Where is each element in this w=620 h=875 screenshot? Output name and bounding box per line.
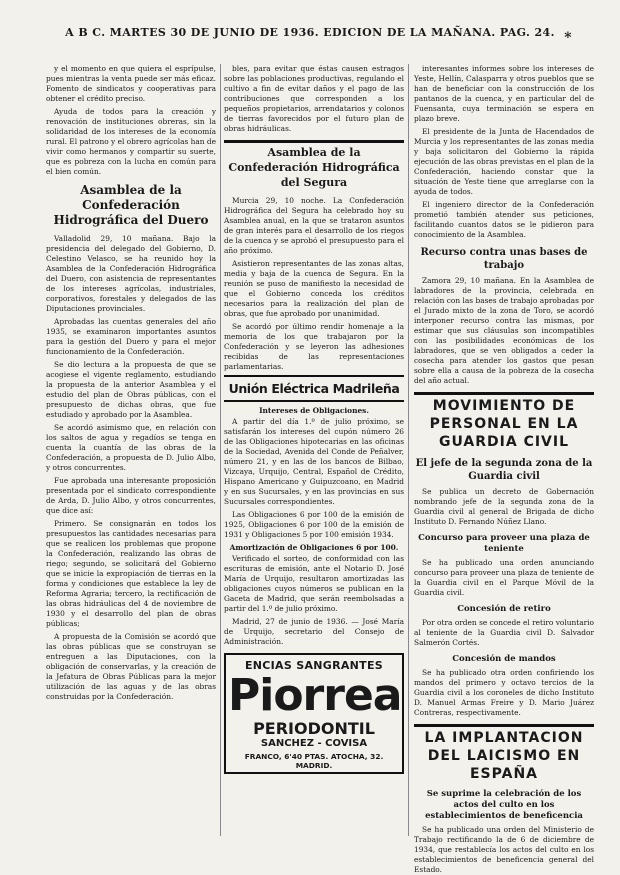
paragraph: Primero. Se consignarán en todos los presupuestos las cantidades necesarias para que se realicen los problemas que propone la Confederación, realizando las obras de riego; segundo, se solicitará del Gobierno que se inicie la expropiación de tierras en la forma y condiciones que establece la ley de Reforma Agraria; tercero, la rectificación de las obras hidráulicas del 4 de noviembre de 1930 y el desarrollo del plan de obras públicas;	[46, 519, 216, 628]
column-2	[224, 64, 404, 836]
header-star: *	[564, 30, 572, 46]
paragraph: Verificado el sorteo, de conformidad con las escrituras de emisión, ante el Notario D. José María de Urquijo, resultaron amortizadas las obligaciones cuyos números se publican en la Gaceta de Madrid, que serán reembolsadas a partir del 1.º de julio próximo.	[224, 554, 404, 613]
headline-duero: Asamblea de la Confederación Hidrográfica del Duero	[53, 183, 209, 227]
paragraph: Las Obligaciones 6 por 100 de la emisión de 1925, Obligaciones 6 por 100 de la emisión de 1931 y Obligaciones 5 por 100 emisión 1934.	[224, 510, 404, 539]
ad-amortization-heading: Amortización de Obligaciones 6 por 100.	[229, 543, 399, 552]
ad-piorrea-tagline: ENCIAS SANGRANTES	[244, 659, 384, 672]
paragraph: Valladolid 29, 10 mañana. Bajo la presidencia del delegado del Gobierno, D. Celestino Velasco, se ha reunido hoy la Asamblea de la Confederación Hidrográfica del Duero, con asistencia de representantes de los intereses agrícolas, industriales, corporativos, forestales y delegados de las Diputaciones provinciales.	[46, 234, 216, 313]
paragraph: interesantes informes sobre los intereses de Yeste, Hellín, Calasparra y otros pueblos que se han de beneficiar con la construcción de los pantanos de la cuenca, y en particular del de Fuensanta, cuya terminación se espera en plazo breve.	[414, 64, 594, 123]
paragraph: Se ha publicado una orden anunciando concurso para proveer una plaza de teniente de la Guardia civil en el Parque Móvil de la Guardia civil.	[414, 558, 594, 597]
paragraph: Se acordó por último rendir homenaje a la memoria de los que trabajaron por la Confederación y se leyeron las adhesiones recibidas de las representaciones parlamentarias.	[224, 322, 404, 371]
paragraph: y el momento en que quiera el esprípulse, pues mientras la venta puede ser más eficaz. Fomento de sindicatos y cooperativas para obtener el crédito preciso.	[46, 64, 216, 103]
paragraph: A propuesta de la Comisión se acordó que las obras públicas que se construyan se entreguen a las Diputaciones, con la obligación de conservarlas, y la creación de la Jefatura de Obras Públicas para la mejor utilización de las aguas y de las obras construidas por la Confederación.	[46, 632, 216, 701]
paragraph: Ayuda de todos para la creación y renovación de instituciones obreras, sin la solidaridad de los intereses de la economía rural. El patrono y el obrero agrícolas han de vivir como hermanos y compartir su suerte, que es pobreza con la lucha en común para el bien común.	[46, 107, 216, 176]
subhead-mandos: Concesión de mandos	[452, 654, 556, 664]
header-text: A B C. MARTES 30 DE JUNIO DE 1936. EDICION DE LA MAÑANA. PAG. 24.	[65, 26, 555, 39]
column-1	[46, 64, 216, 836]
ad-piorrea-maker: SANCHEZ - COVISA	[260, 738, 368, 749]
ad-union-electrica-title: Unión Eléctrica Madrileña	[224, 375, 404, 402]
column-rule-1	[220, 64, 221, 836]
ad-piorrea-brand: Piorrea	[228, 670, 402, 721]
paragraph: A partir del día 1.º de julio próximo, se satisfarán los intereses del cupón número 26 de las Obligaciones hipotecarias en las oficinas de la Sociedad, Avenida del Conde de Peñalver, número 21, y en las de los bancos de Bilbao, Vizcaya, Urquijo, Central, Español de Crédito, Hispano Americano y Guipuzcoano, en Madrid y en sus Sucursales, y en las provincias en sus Sucursales correspondientes.	[224, 417, 404, 506]
ad-piorrea-price: FRANCO, 6'40 PTAS. ATOCHA, 32. MADRID.	[244, 752, 384, 770]
paragraph: Zamora 29, 10 mañana. En la Asamblea de labradores de la provincia, celebrada en relación con las bases de trabajo aprobadas por el Jurado mixto de la zona de Toro, se acordó interponer recurso contra las mismas, por estimar que sus cláusulas son incompatibles con las posibilidades económicas de los labradores, que se ven obligados a ceder la cosecha para atender los gastos que pesan sobre ella a causa de la pobreza de la cosecha del año actual.	[414, 276, 594, 385]
subhead-concurso: Concurso para proveer una plaza de teniente	[418, 533, 590, 554]
paragraph: Por otra orden se concede el retiro voluntario al teniente de la Guardia civil D. Salvador Salmerón Cortés.	[414, 618, 594, 647]
paragraph: Se ha publicado otra orden confiriendo los mandos del primero y octavo tercios de la Guardia civil a los coroneles de dicho Instituto D. Manuel Armas Freire y D. Mario Juárez Contreras, respectivamente.	[414, 668, 594, 717]
subhead-jefe-zona: El jefe de la segunda zona de la Guardia civil	[415, 458, 593, 482]
page-header	[0, 20, 620, 44]
paragraph: El presidente de la Junta de Hacendados de Murcia y los representantes de las zonas media y baja solicitaron del Gobierno la rápida ejecución de las obras previstas en el plan de la Confederación, haciendo constar que la situación de Yeste tiene que arreglarse con la ayuda de todos.	[414, 127, 594, 196]
paragraph: Fue aprobada una interesante proposición presentada por el sindicato correspondiente de Arda, D. Julio Albo, y otros concurrentes, que dice así:	[46, 476, 216, 515]
paragraph: Se acordó asimismo que, en relación con los saltos de agua y regadíos se tenga en cuenta la cuantía de las obras de la Confederación, a propuesta de D. Julio Albo, y otros concurrentes.	[46, 423, 216, 472]
headline-recurso: Recurso contra unas bases de trabajo	[420, 247, 588, 271]
paragraph: Se publica un decreto de Gobernación nombrando jefe de la segunda zona de la Guardia civil al general de Brigada de dicho Instituto D. Fernando Núñez Llano.	[414, 487, 594, 526]
headline-guardia-civil: MOVIMIENTO DE PERSONAL EN LA GUARDIA CIVIL	[414, 392, 594, 451]
headline-segura: Asamblea de la Confederación Hidrográfica del Segura	[224, 140, 404, 190]
ad-piorrea	[224, 653, 404, 774]
paragraph: Se ha publicado una orden del Ministerio de Trabajo rectificando la de 6 de diciembre de 1934, que restablecía los actos del culto en los establecimientos de beneficencia general del Estado.	[414, 825, 594, 874]
paragraph: Se dio lectura a la propuesta de que se acogiese el vigente reglamento, estudiando la propuesta de la anterior Asamblea y el estudio del plan de Obras públicas, con el presupuesto de dichas obras, que fue estudiado y aprobado por la Asamblea.	[46, 360, 216, 419]
paragraph: Asistieron representantes de las zonas altas, media y baja de la cuenca de Segura. En la reunión se puso de manifiesto la necesidad de que el Gobierno conceda los créditos necesarios para la realización del plan de obras, que fue aprobado por unanimidad.	[224, 259, 404, 318]
subhead-beneficencia: Se suprime la celebración de los actos del culto en los establecimientos de beneficencia	[425, 789, 583, 821]
paragraph: Madrid, 27 de junio de 1936. — José María de Urquijo, secretario del Consejo de Administración.	[224, 617, 404, 646]
ad-piorrea-product: PERIODONTIL	[253, 719, 375, 738]
paragraph: El ingeniero director de la Confederación prometió también atender sus peticiones, facilitando cuantos datos se le pidieron para conocimiento de la Asamblea.	[414, 200, 594, 239]
headline-laicismo: LA IMPLANTACION DEL LAICISMO EN ESPAÑA	[414, 724, 594, 783]
ad-union-electrica-subtitle: Intereses de Obligaciones.	[259, 406, 369, 415]
subhead-retiro: Concesión de retiro	[457, 604, 551, 614]
paragraph: bles, para evitar que éstas causen estragos sobre las poblaciones productivas, regulando el cultivo a fin de evitar daños y el pago de las contribuciones que corresponden a los pequeños propietarios, arrendatarios y colonos de tierras favorecidos por el futuro plan de obras hidráulicas.	[224, 64, 404, 133]
paragraph: Aprobadas las cuentas generales del año 1935, se examinaron importantes asuntos para la gestión del Duero y para el mejor funcionamiento de la Confederación.	[46, 317, 216, 356]
column-3	[414, 64, 594, 874]
paragraph: Murcia 29, 10 noche. La Confederación Hidrográfica del Segura ha celebrado hoy su Asamblea anual, en la que se trataron asuntos de gran interés para el desarrollo de los riegos de la cuenca y se aprobó el presupuesto para el año próximo.	[224, 196, 404, 255]
column-rule-2	[408, 64, 409, 836]
